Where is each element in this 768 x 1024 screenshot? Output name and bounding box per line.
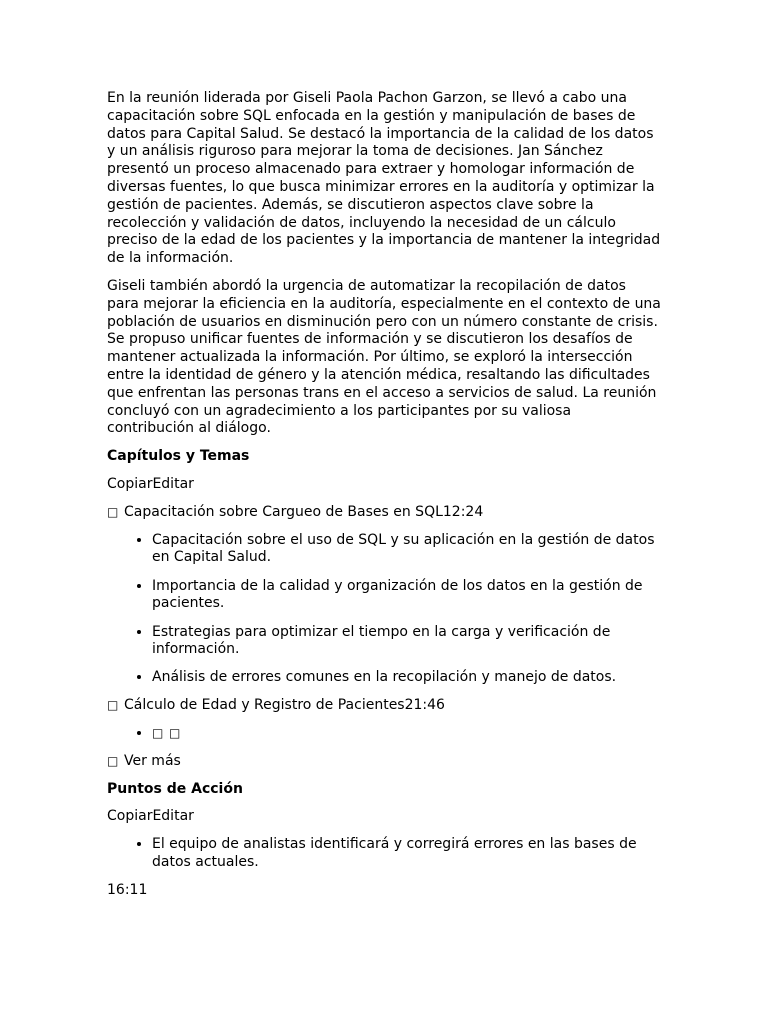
placeholder-box-icon: □ xyxy=(107,504,119,519)
summary-paragraph-1: En la reunión liderada por Giseli Paola Pachon Garzon, se llevó a cabo una capacitación sobre SQL enfocada en la gestión y manipulación de bases de datos para Capital Salud. Se destacó la importancia de la calidad de los datos y un análisis riguroso para mejorar la toma de decisiones. Jan Sánchez presentó un proceso almacenado para extraer y homologar información de diversas fuentes, lo que busca minimizar errores en la auditoría y optimizar la gestión de pacientes. Además, se discutieron aspectos clave sobre la recolección y validación de datos, incluyendo la necesidad de un cálculo preciso de la edad de los pacientes y la importancia de mantener la integridad de la información. xyxy=(107,90,661,267)
placeholder-box-icon: □ xyxy=(107,698,119,713)
list-item xyxy=(152,725,662,743)
list-item: • Capacitación sobre el uso de SQL y su aplicación en la gestión de datos en Capital Salud. xyxy=(152,532,662,568)
placeholder-box-icon: □ xyxy=(107,753,119,768)
chapter-2-bullet-list xyxy=(107,725,662,743)
chapter-1-title-text: Capacitación sobre Cargueo de Bases en SQL12:24 xyxy=(124,503,484,520)
chapter-2-title xyxy=(107,697,662,715)
chapters-heading: Capítulos y Temas xyxy=(107,448,250,465)
list-item: • Estrategias para optimizar el tiempo en la carga y verificación de información. xyxy=(152,624,662,660)
chapter-1-title xyxy=(107,504,662,522)
document-page xyxy=(107,90,662,900)
copy-edit-label[interactable]: CopiarEditar xyxy=(107,475,194,492)
chapter-2-title-text: Cálculo de Edad y Registro de Pacientes21:46 xyxy=(124,697,445,714)
list-item: • Análisis de errores comunes en la recopilación y manejo de datos. xyxy=(152,669,662,687)
placeholder-box-icon: □ xyxy=(152,726,164,741)
action-points-heading: Puntos de Acción xyxy=(107,780,243,797)
summary-paragraph-2: Giseli también abordó la urgencia de automatizar la recopilación de datos para mejorar la eficiencia en la auditoría, especialmente en el contexto de una población de usuarios en disminución pero con un número constante de crisis. Se propuso unificar fuentes de información y se discutieron los desafíos de mantener actualizada la información. Por último, se exploró la intersección entre la identidad de género y la atención médica, resaltando las dificultades que enfrentan las personas trans en el acceso a servicios de salud. La reunión concluyó con un agradecimiento a los participantes por su valiosa contribución al diálogo. xyxy=(107,277,661,437)
timestamp: 16:11 xyxy=(107,881,148,898)
list-item: • El equipo de analistas identificará y corregirá errores en las bases de datos actuales. xyxy=(152,836,662,872)
see-more-link[interactable] xyxy=(107,753,662,771)
copy-edit-label[interactable]: CopiarEditar xyxy=(107,808,194,825)
list-item: • Importancia de la calidad y organización de los datos en la gestión de pacientes. xyxy=(152,578,662,614)
placeholder-box-icon: □ xyxy=(169,726,181,741)
see-more-label[interactable]: Ver más xyxy=(124,752,181,769)
chapter-1-bullet-list xyxy=(107,532,662,688)
action-points-list xyxy=(107,836,662,872)
